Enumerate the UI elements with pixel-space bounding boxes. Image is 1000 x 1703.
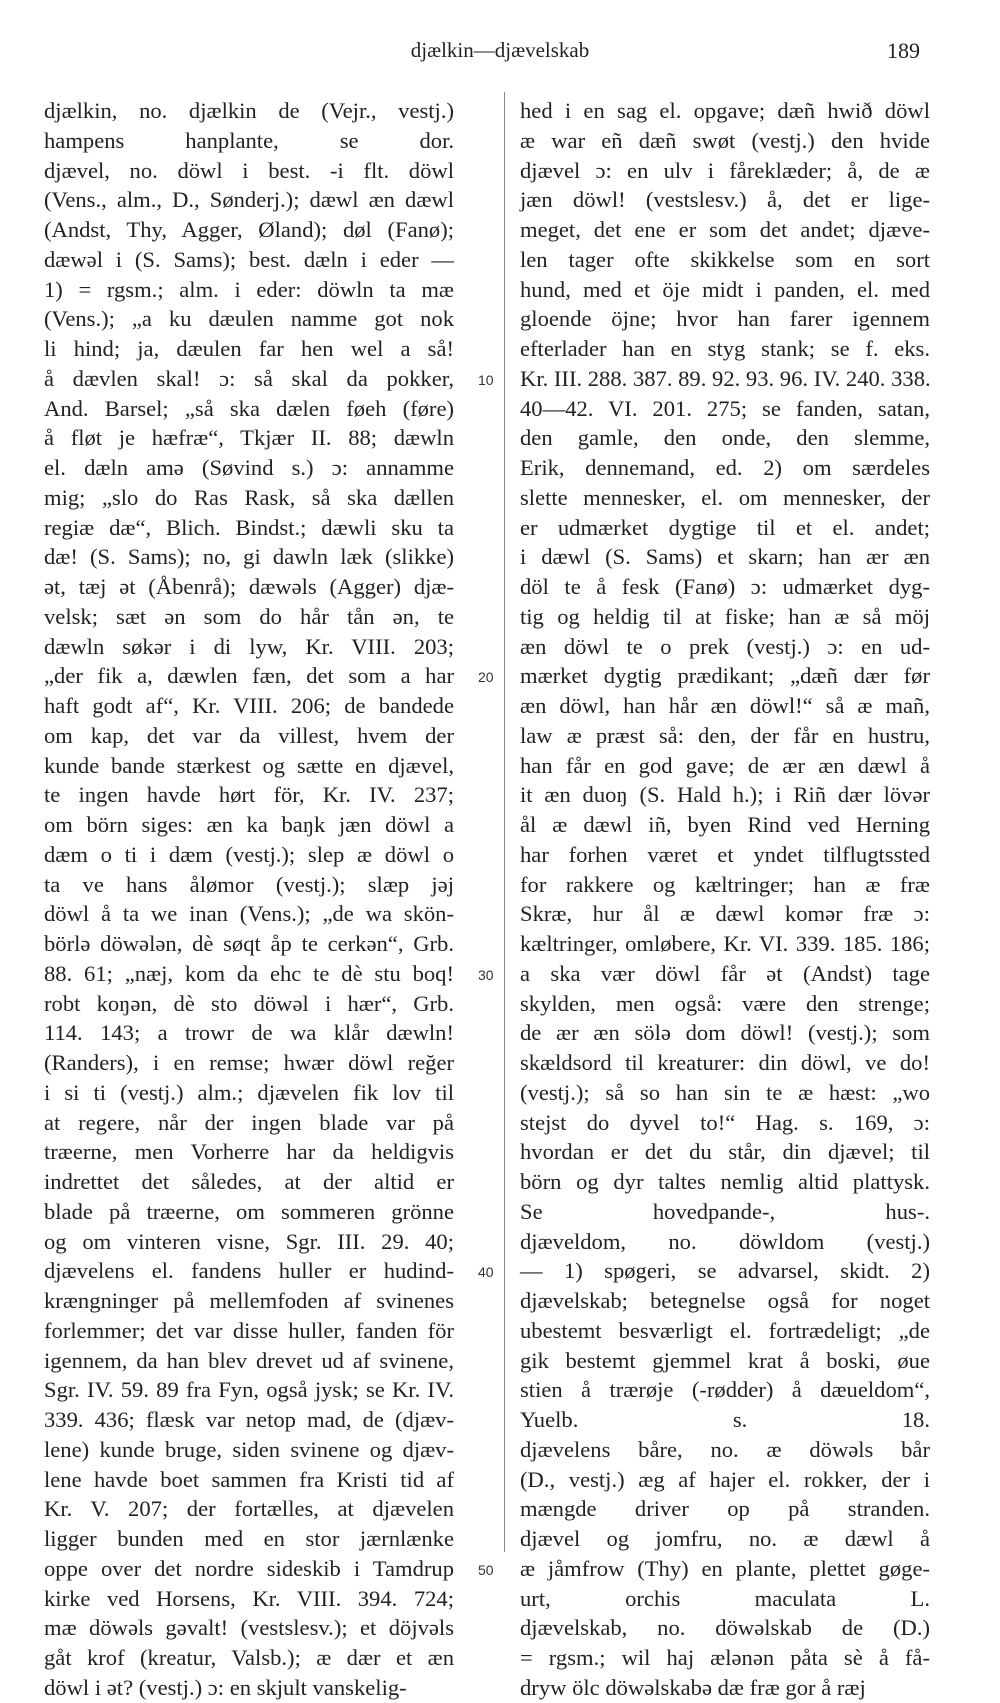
text-line: gik bestemt gjemmel krat å boski, øue [520, 1347, 930, 1373]
text-line: (Vens., alm., D., Sønderj.); dæwl æn dæwl [44, 187, 454, 213]
text-line: å dævlen skal! ɔ: så skal da pokker, [44, 365, 454, 391]
text-line: Skræ, hur ål æ dæwl komər fræ ɔ: [520, 901, 930, 927]
line-number: 50 [478, 1561, 494, 1578]
text-line: ligger bunden med en stor jærnlænke [44, 1526, 454, 1551]
text-line: Kr. III. 288. 387. 89. 92. 93. 96. IV. 240. 338. [520, 365, 931, 391]
text-line: krængninger på mellemfoden af svinenes [44, 1288, 454, 1313]
text-line: blade på træerne, om sommeren grönne [44, 1198, 454, 1224]
line-number: 10 [478, 371, 494, 388]
text-line: börn og dyr taltes nemlig altid plattysk. [520, 1169, 930, 1194]
text-line: hund, med et öje midt i panden, el. med [520, 276, 930, 302]
text-line: 114. 143; a trowr de wa klår dæwln! [44, 1020, 454, 1046]
text-line: velsk; sæt ən som do hår tån ən, te [44, 603, 454, 629]
text-line: stien å trærøje (-rødder) å dæueldom“, [520, 1377, 930, 1403]
text-line: (Andst, Thy, Agger, Øland); døl (Fanø); [44, 217, 454, 242]
text-line: (Randers), i en remse; hwær döwl reğer [44, 1050, 454, 1075]
text-line: a ska vær döwl får ət (Andst) tage [520, 960, 930, 986]
text-line: döl te å fesk (Fanø) ɔ: udmærket dyg- [520, 574, 930, 599]
text-line: el. dæln amə (Søvind s.) ɔ: annamme [44, 455, 454, 480]
text-line: indrettet det således, at der altid er [44, 1169, 454, 1194]
text-line: kunde bande stærkest og sætte en djævel, [44, 752, 454, 778]
text-line: stejst do dyvel to!“ Hag. s. 169, ɔ: [520, 1109, 930, 1135]
text-line: haft godt af“, Kr. VIII. 206; de bandede [44, 693, 454, 718]
text-line: (vestj.); så so han sin te æ hæst: „wo [520, 1079, 930, 1105]
text-line: ta ve hans ålømor (vestj.); slæp jəj [44, 871, 454, 897]
text-line: djævel og jomfru, no. æ dæwl å [520, 1526, 930, 1551]
text-line: er udmærket dygtige til et el. andet; [520, 514, 930, 540]
text-line: dryw ölc döwəlskabə dæ fræ gor å ræj [520, 1674, 866, 1700]
text-line: hed i en sag el. opgave; dæñ hwið döwl [520, 98, 930, 123]
text-line: i si ti (vestj.) alm.; djævelen fik lov til [44, 1079, 454, 1105]
column-divider [504, 92, 505, 1552]
text-line: djævelens el. fandens huller er hudind- [44, 1258, 454, 1284]
text-line: kæltringer, omløbere, Kr. VI. 339. 185. 186; [520, 931, 930, 956]
text-line: at regere, når der ingen blade var på [44, 1109, 454, 1135]
text-line: mærket dygtig prædikant; „dæñ dær før [520, 663, 930, 689]
text-line: tig og heldig til at fiske; han æ så möj [520, 603, 930, 629]
text-line: 88. 61; „næj, kom da ehc te dè stu boq! [44, 960, 454, 986]
text-line: robt koŋən, dè sto döwəl i hær“, Grb. [44, 990, 454, 1016]
text-line: forlemmer; det var disse huller, fanden för [44, 1317, 454, 1343]
text-line: meget, det ene er som det andet; djæve- [520, 217, 930, 242]
text-line: (Vens.); „a ku dæulen namme got nok [44, 306, 454, 332]
text-line: 40—42. VI. 201. 275; se fanden, satan, [520, 395, 930, 421]
text-line: 1) = rgsm.; alm. i eder: döwln ta mæ [44, 276, 454, 302]
left-column [44, 96, 454, 1703]
text-line: Se hovedpande-, hus-. [520, 1198, 930, 1224]
text-line: jæn döwl! (vestslesv.) å, det er lige- [520, 187, 930, 213]
running-title: djælkin—djævelskab [410, 38, 590, 62]
text-line: — 1) spøgeri, se advarsel, skidt. 2) [520, 1258, 930, 1284]
text-line: æ jåmfrow (Thy) en plante, plettet gøge- [520, 1555, 930, 1581]
text-line: efterlader han en styg stank; se f. eks. [520, 336, 930, 361]
text-line: de ær æn sölə dom döwl! (vestj.); som [520, 1020, 930, 1046]
text-line: dæ! (S. Sams); no, gi dawln læk (slikke) [44, 544, 454, 570]
text-line: And. Barsel; „så ska dælen føeh (føre) [44, 395, 454, 421]
line-number: 20 [478, 669, 494, 686]
text-line: regiæ dæ“, Blich. Bindst.; dæwli sku ta [44, 514, 454, 540]
text-line: æn döwl te o prek (vestj.) ɔ: en ud- [520, 633, 930, 659]
text-line: djævel, no. döwl i best. -i flt. döwl [44, 157, 454, 183]
text-line: gloende öjne; hvor han farer igennem [520, 306, 930, 332]
text-line: skylden, men også: være den strenge; [520, 990, 930, 1016]
text-line: Sgr. IV. 59. 89 fra Fyn, også jysk; se Kr. IV. [44, 1377, 454, 1403]
text-line: Yuelb. s. 18. [520, 1407, 930, 1432]
text-line: slette mennesker, el. om mennesker, der [520, 484, 930, 510]
text-line: it æn duoŋ (S. Hald h.); i Riñ dær lövər [520, 782, 930, 808]
text-line: = rgsm.; wil haj ælənən påta sè å få- [520, 1645, 930, 1670]
text-line: 339. 436; flæsk var netop mad, de (djæv- [44, 1407, 454, 1432]
text-line: mængde driver op på stranden. [520, 1496, 930, 1522]
text-line: skældsord til kreaturer: din döwl, ve do! [520, 1050, 930, 1075]
text-line: og om vinteren visne, Sgr. III. 29. 40; [44, 1228, 454, 1254]
text-line: oppe over det nordre sideskib i Tamdrup [44, 1555, 454, 1581]
line-number: 30 [478, 966, 494, 983]
text-line: dæwln søkər i di lyw, Kr. VIII. 203; [44, 633, 454, 659]
text-line: „der fik a, dæwlen fæn, det som a har [44, 663, 454, 689]
text-line: ål æ dæwl iñ, byen Rind ved Herning [520, 812, 930, 837]
text-line: djævelskab; betegnelse også for noget [520, 1288, 930, 1313]
text-line: djælkin, no. djælkin de (Vejr., vestj.) [44, 98, 454, 123]
text-line: börlə döwələn, dè søqt åp te cerkən“, Grb. [44, 931, 454, 956]
text-line: djævelens båre, no. æ döwəls bår [520, 1436, 930, 1462]
text-line: urt, orchis maculata L. [520, 1585, 930, 1611]
text-line: djævel ɔ: en ulv i fåreklæder; å, de æ [520, 157, 930, 183]
text-line: döwl å ta we inan (Vens.); „de wa skön- [44, 901, 454, 927]
text-line: Erik, dennemand, ed. 2) om særdeles [520, 455, 930, 480]
text-line: lene havde boet sammen fra Kristi tid af [44, 1466, 454, 1492]
text-line: (D., vestj.) æg af hajer el. rokker, der i [520, 1466, 930, 1492]
text-line: å fløt je hæfræ“, Tkjær II. 88; dæwln [44, 425, 454, 451]
page-number: 189 [887, 38, 920, 63]
text-line: igennem, da han blev drevet ud af svinene, [44, 1347, 454, 1373]
text-line: djævelskab, no. döwəlskab de (D.) [520, 1615, 930, 1641]
text-line: gåt krof (kreatur, Valsb.); æ dær et æn [44, 1645, 454, 1670]
text-line: hampens hanplante, se dor. [44, 127, 454, 153]
right-column [520, 96, 930, 1703]
text-line: den gamle, den onde, den slemme, [520, 425, 930, 451]
text-line: for rakkere og kæltringer; han æ fræ [520, 871, 930, 897]
text-line: döwl i ət? (vestj.) ɔ: en skjult vanskelig- [44, 1674, 407, 1700]
text-line: om börn siges: æn ka baŋk jæn döwl a [44, 812, 454, 837]
text-line: djæveldom, no. döwldom (vestj.) [520, 1228, 930, 1254]
text-line: len tager ofte skikkelse som en sort [520, 246, 930, 272]
text-line: træerne, men Vorherre har da heldigvis [44, 1139, 454, 1165]
text-line: mig; „slo do Ras Rask, så ska dællen [44, 484, 454, 510]
text-line: hvordan er det du står, din djævel; til [520, 1139, 930, 1165]
line-number: 40 [478, 1264, 494, 1281]
text-line: dæm o ti i dæm (vestj.); slep æ döwl o [44, 841, 454, 867]
text-line: kirke ved Horsens, Kr. VIII. 394. 724; [44, 1585, 454, 1611]
text-line: li hind; ja, dæulen far hen wel a så! [44, 336, 454, 361]
text-line: law æ præst så: den, der får en hustru, [520, 722, 930, 748]
text-line: æ war eñ dæñ swøt (vestj.) den hvide [520, 127, 930, 153]
text-line: lene) kunde bruge, siden svinene og djæv- [44, 1436, 454, 1462]
text-line: te ingen havde hørt för, Kr. IV. 237; [44, 782, 454, 808]
text-line: æn döwl, han hår æn döwl!“ så æ mañ, [520, 693, 930, 718]
text-line: dæwəl i (S. Sams); best. dæln i eder — [44, 246, 454, 272]
page-header [0, 38, 1000, 68]
text-line: om kap, det var da villest, hvem der [44, 722, 454, 748]
text-line: ət, tæj ət (Åbenrå); dæwəls (Agger) djæ- [44, 574, 454, 599]
text-line: ubestemt besværligt el. fortrædeligt; „de [520, 1317, 930, 1343]
text-line: han får en god gave; de ær æn dæwl å [520, 752, 930, 778]
text-line: mæ döwəls gəvalt! (vestslesv.); et döjvəls [44, 1615, 454, 1641]
text-line: har forhen været et yndet tilflugtssted [520, 841, 930, 867]
text-line: Kr. V. 207; der fortælles, at djævelen [44, 1496, 454, 1522]
text-line: i dæwl (S. Sams) et skarn; han ær æn [520, 544, 930, 570]
